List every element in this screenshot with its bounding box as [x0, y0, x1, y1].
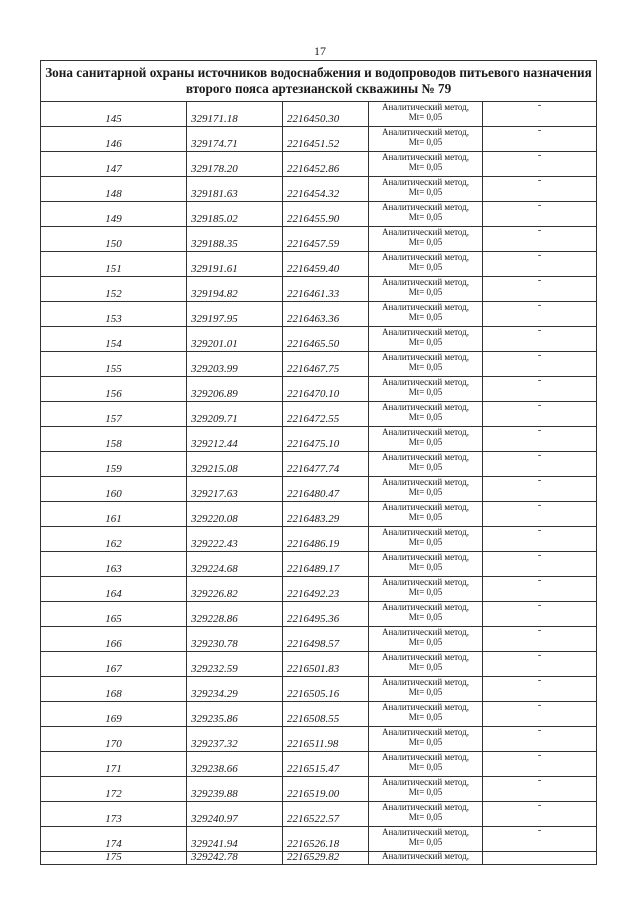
- coordinate-y: 2216515.47: [283, 752, 369, 777]
- method-label: Аналитический метод,: [381, 602, 470, 612]
- coordinate-y: 2216505.16: [283, 677, 369, 702]
- point-number: 155: [41, 352, 187, 377]
- method-accuracy: Mt= 0,05: [408, 612, 443, 622]
- coordinate-x: 329230.78: [187, 627, 283, 652]
- table-title: [41, 61, 597, 102]
- note-cell: -: [483, 602, 597, 627]
- table-title-line-2: второго пояса артезианской скважины № 79: [185, 81, 452, 96]
- method-accuracy: Mt= 0,05: [408, 412, 443, 422]
- note-cell: -: [483, 802, 597, 827]
- coordinate-y: 2216519.00: [283, 777, 369, 802]
- method-cell: [369, 552, 483, 577]
- coordinate-y: 2216492.23: [283, 577, 369, 602]
- coordinate-y: 2216526.18: [283, 827, 369, 852]
- note-cell: -: [483, 402, 597, 427]
- point-number: 174: [41, 827, 187, 852]
- method-label: Аналитический метод,: [381, 277, 470, 287]
- method-accuracy: Mt= 0,05: [408, 562, 443, 572]
- method-label: Аналитический метод,: [381, 452, 470, 462]
- coordinate-y: 2216522.57: [283, 802, 369, 827]
- note-cell: -: [483, 127, 597, 152]
- point-number: 148: [41, 177, 187, 202]
- coordinate-x: 329188.35: [187, 227, 283, 252]
- note-cell: -: [483, 702, 597, 727]
- coordinate-x: 329181.63: [187, 177, 283, 202]
- coordinate-y: 2216508.55: [283, 702, 369, 727]
- point-number: 156: [41, 377, 187, 402]
- method-cell: [369, 327, 483, 352]
- table-row: [41, 377, 597, 402]
- coordinate-y: 2216495.36: [283, 602, 369, 627]
- method-accuracy: Mt= 0,05: [408, 762, 443, 772]
- method-cell: [369, 277, 483, 302]
- note-cell: -: [483, 477, 597, 502]
- method-cell: [369, 652, 483, 677]
- method-label: Аналитический метод,: [381, 302, 470, 312]
- table-row: [41, 152, 597, 177]
- note-cell: -: [483, 277, 597, 302]
- note-cell: -: [483, 377, 597, 402]
- coordinate-x: 329185.02: [187, 202, 283, 227]
- method-label: Аналитический метод,: [381, 851, 470, 861]
- note-cell: -: [483, 827, 597, 852]
- point-number: 147: [41, 152, 187, 177]
- coordinate-y: 2216472.55: [283, 402, 369, 427]
- coordinate-y: 2216501.83: [283, 652, 369, 677]
- coordinate-y: 2216480.47: [283, 477, 369, 502]
- point-number: 171: [41, 752, 187, 777]
- method-accuracy: Mt= 0,05: [408, 237, 443, 247]
- method-cell: [369, 727, 483, 752]
- method-label: Аналитический метод,: [381, 577, 470, 587]
- point-number: 170: [41, 727, 187, 752]
- coordinate-x: 329222.43: [187, 527, 283, 552]
- method-accuracy: Mt= 0,05: [408, 512, 443, 522]
- method-accuracy: Mt= 0,05: [408, 362, 443, 372]
- coordinate-y: 2216470.10: [283, 377, 369, 402]
- table-row: [41, 727, 597, 752]
- method-cell: [369, 427, 483, 452]
- method-accuracy: Mt= 0,05: [408, 487, 443, 497]
- method-label: Аналитический метод,: [381, 827, 470, 837]
- coordinate-y: 2216457.59: [283, 227, 369, 252]
- coordinate-y: 2216511.98: [283, 727, 369, 752]
- method-cell: [369, 177, 483, 202]
- coordinate-x: 329217.63: [187, 477, 283, 502]
- point-number: 146: [41, 127, 187, 152]
- note-cell: -: [483, 427, 597, 452]
- point-number: 150: [41, 227, 187, 252]
- note-cell: -: [483, 327, 597, 352]
- method-label: Аналитический метод,: [381, 202, 470, 212]
- method-cell: [369, 827, 483, 852]
- method-accuracy: Mt= 0,05: [408, 687, 443, 697]
- note-cell: -: [483, 302, 597, 327]
- table-title-row: [41, 61, 597, 102]
- coordinate-y: 2216475.10: [283, 427, 369, 452]
- point-number: 162: [41, 527, 187, 552]
- coordinate-y: 2216455.90: [283, 202, 369, 227]
- method-cell: [369, 502, 483, 527]
- note-cell: -: [483, 227, 597, 252]
- method-label: Аналитический метод,: [381, 127, 470, 137]
- point-number: 161: [41, 502, 187, 527]
- note-cell: -: [483, 752, 597, 777]
- method-label: Аналитический метод,: [381, 177, 470, 187]
- point-number: 159: [41, 452, 187, 477]
- coordinate-x: 329215.08: [187, 452, 283, 477]
- table-row: [41, 502, 597, 527]
- method-label: Аналитический метод,: [381, 652, 470, 662]
- table-row: [41, 827, 597, 852]
- method-label: Аналитический метод,: [381, 102, 470, 112]
- coordinate-y: 2216451.52: [283, 127, 369, 152]
- method-label: Аналитический метод,: [381, 352, 470, 362]
- point-number: 157: [41, 402, 187, 427]
- table-row: [41, 677, 597, 702]
- method-label: Аналитический метод,: [381, 502, 470, 512]
- note-cell: -: [483, 352, 597, 377]
- method-cell: [369, 577, 483, 602]
- coordinate-x: 329238.66: [187, 752, 283, 777]
- method-accuracy: Mt= 0,05: [408, 587, 443, 597]
- note-cell: -: [483, 502, 597, 527]
- method-accuracy: Mt= 0,05: [408, 787, 443, 797]
- method-accuracy: Mt= 0,05: [408, 212, 443, 222]
- method-accuracy: Mt= 0,05: [408, 462, 443, 472]
- method-accuracy: Mt= 0,05: [408, 287, 443, 297]
- point-number: 163: [41, 552, 187, 577]
- method-cell: [369, 452, 483, 477]
- coordinate-x: 329241.94: [187, 827, 283, 852]
- coordinate-x: 329209.71: [187, 402, 283, 427]
- table-row: [41, 802, 597, 827]
- coordinate-y: 2216486.19: [283, 527, 369, 552]
- coordinate-x: 329237.32: [187, 727, 283, 752]
- method-accuracy: Mt= 0,05: [408, 337, 443, 347]
- method-cell: [369, 602, 483, 627]
- method-label: Аналитический метод,: [381, 327, 470, 337]
- method-label: Аналитический метод,: [381, 702, 470, 712]
- method-accuracy: Mt= 0,05: [408, 637, 443, 647]
- table-row: [41, 427, 597, 452]
- method-cell: [369, 852, 483, 865]
- point-number: 154: [41, 327, 187, 352]
- coordinate-x: 329171.18: [187, 102, 283, 127]
- note-cell: -: [483, 177, 597, 202]
- point-number: 165: [41, 602, 187, 627]
- table-row: [41, 777, 597, 802]
- method-cell: [369, 777, 483, 802]
- coordinate-x: 329239.88: [187, 777, 283, 802]
- coordinate-x: 329220.08: [187, 502, 283, 527]
- method-accuracy: Mt= 0,05: [408, 737, 443, 747]
- coordinate-x: 329235.86: [187, 702, 283, 727]
- note-cell: -: [483, 627, 597, 652]
- method-label: Аналитический метод,: [381, 727, 470, 737]
- table-row: [41, 402, 597, 427]
- method-label: Аналитический метод,: [381, 802, 470, 812]
- coordinate-x: 329224.68: [187, 552, 283, 577]
- point-number: 169: [41, 702, 187, 727]
- coordinate-y: 2216498.57: [283, 627, 369, 652]
- coordinate-x: 329201.01: [187, 327, 283, 352]
- note-cell: -: [483, 552, 597, 577]
- coordinate-x: 329228.86: [187, 602, 283, 627]
- table-row: [41, 602, 597, 627]
- coordinate-x: 329174.71: [187, 127, 283, 152]
- point-number: 152: [41, 277, 187, 302]
- method-cell: [369, 127, 483, 152]
- point-number: 168: [41, 677, 187, 702]
- table-row: [41, 652, 597, 677]
- method-label: Аналитический метод,: [381, 402, 470, 412]
- coordinate-x: 329226.82: [187, 577, 283, 602]
- method-accuracy: Mt= 0,05: [408, 187, 443, 197]
- table-row: [41, 552, 597, 577]
- coordinate-y: 2216483.29: [283, 502, 369, 527]
- table-row: [41, 577, 597, 602]
- table-row: [41, 227, 597, 252]
- method-cell: [369, 802, 483, 827]
- point-number: 166: [41, 627, 187, 652]
- table-row: [41, 752, 597, 777]
- table-row: [41, 277, 597, 302]
- method-accuracy: Mt= 0,05: [408, 812, 443, 822]
- method-label: Аналитический метод,: [381, 627, 470, 637]
- method-accuracy: Mt= 0,05: [408, 262, 443, 272]
- coordinate-y: 2216465.50: [283, 327, 369, 352]
- coordinate-y: 2216452.86: [283, 152, 369, 177]
- method-accuracy: Mt= 0,05: [408, 437, 443, 447]
- method-cell: [369, 252, 483, 277]
- method-label: Аналитический метод,: [381, 752, 470, 762]
- coordinates-table: [40, 60, 597, 865]
- table-row: [41, 477, 597, 502]
- note-cell: -: [483, 452, 597, 477]
- method-label: Аналитический метод,: [381, 252, 470, 262]
- point-number: 173: [41, 802, 187, 827]
- method-cell: [369, 677, 483, 702]
- method-accuracy: Mt= 0,05: [408, 162, 443, 172]
- coordinate-y: 2216454.32: [283, 177, 369, 202]
- table-row: [41, 202, 597, 227]
- table-row: [41, 702, 597, 727]
- note-cell: -: [483, 652, 597, 677]
- note-cell: -: [483, 102, 597, 127]
- coordinate-y: 2216450.30: [283, 102, 369, 127]
- method-accuracy: Mt= 0,05: [408, 662, 443, 672]
- point-number: 145: [41, 102, 187, 127]
- coordinate-x: 329197.95: [187, 302, 283, 327]
- method-accuracy: Mt= 0,05: [408, 712, 443, 722]
- table-row: [41, 627, 597, 652]
- method-cell: [369, 102, 483, 127]
- point-number: 153: [41, 302, 187, 327]
- method-cell: [369, 627, 483, 652]
- table-row: [41, 177, 597, 202]
- table-row: [41, 852, 597, 865]
- method-cell: [369, 377, 483, 402]
- method-label: Аналитический метод,: [381, 427, 470, 437]
- coordinate-x: 329178.20: [187, 152, 283, 177]
- note-cell: -: [483, 527, 597, 552]
- coordinate-y: 2216529.82: [283, 852, 369, 865]
- coordinate-y: 2216459.40: [283, 252, 369, 277]
- coordinate-x: 329240.97: [187, 802, 283, 827]
- method-accuracy: Mt= 0,05: [408, 387, 443, 397]
- method-cell: [369, 402, 483, 427]
- table-row: [41, 527, 597, 552]
- method-label: Аналитический метод,: [381, 377, 470, 387]
- point-number: 175: [41, 852, 187, 865]
- point-number: 164: [41, 577, 187, 602]
- method-label: Аналитический метод,: [381, 152, 470, 162]
- note-cell: -: [483, 577, 597, 602]
- method-cell: [369, 152, 483, 177]
- method-accuracy: Mt= 0,05: [408, 537, 443, 547]
- method-cell: [369, 477, 483, 502]
- method-label: Аналитический метод,: [381, 527, 470, 537]
- coordinate-x: 329206.89: [187, 377, 283, 402]
- method-cell: [369, 702, 483, 727]
- table-row: [41, 327, 597, 352]
- coordinate-y: 2216461.33: [283, 277, 369, 302]
- point-number: 149: [41, 202, 187, 227]
- note-cell: -: [483, 202, 597, 227]
- method-label: Аналитический метод,: [381, 677, 470, 687]
- coordinate-y: 2216477.74: [283, 452, 369, 477]
- point-number: 158: [41, 427, 187, 452]
- method-label: Аналитический метод,: [381, 477, 470, 487]
- note-cell: -: [483, 152, 597, 177]
- coordinate-x: 329242.78: [187, 852, 283, 865]
- note-cell: -: [483, 677, 597, 702]
- coordinate-x: 329234.29: [187, 677, 283, 702]
- method-cell: [369, 527, 483, 552]
- table-title-line-1: Зона санитарной охраны источников водоснабжения и водопроводов питьевого назначения: [45, 65, 592, 80]
- method-accuracy: Mt= 0,05: [408, 312, 443, 322]
- coordinate-x: 329191.61: [187, 252, 283, 277]
- method-label: Аналитический метод,: [381, 777, 470, 787]
- table-row: [41, 102, 597, 127]
- point-number: 151: [41, 252, 187, 277]
- point-number: 172: [41, 777, 187, 802]
- method-cell: [369, 752, 483, 777]
- coordinate-y: 2216463.36: [283, 302, 369, 327]
- point-number: 160: [41, 477, 187, 502]
- method-cell: [369, 202, 483, 227]
- method-cell: [369, 302, 483, 327]
- page-number: 17: [314, 44, 326, 58]
- method-cell: [369, 352, 483, 377]
- point-number: 167: [41, 652, 187, 677]
- table-row: [41, 352, 597, 377]
- coordinate-y: 2216489.17: [283, 552, 369, 577]
- coordinate-y: 2216467.75: [283, 352, 369, 377]
- coordinate-x: 329232.59: [187, 652, 283, 677]
- method-accuracy: Mt= 0,05: [408, 837, 443, 847]
- method-label: Аналитический метод,: [381, 227, 470, 237]
- table-row: [41, 252, 597, 277]
- table-row: [41, 127, 597, 152]
- note-cell: [483, 852, 597, 865]
- coordinate-x: 329212.44: [187, 427, 283, 452]
- note-cell: -: [483, 777, 597, 802]
- table-row: [41, 452, 597, 477]
- coordinate-x: 329203.99: [187, 352, 283, 377]
- method-label: Аналитический метод,: [381, 552, 470, 562]
- note-cell: -: [483, 727, 597, 752]
- note-cell: -: [483, 252, 597, 277]
- method-accuracy: Mt= 0,05: [408, 112, 443, 122]
- method-cell: [369, 227, 483, 252]
- method-accuracy: Mt= 0,05: [408, 137, 443, 147]
- coordinate-x: 329194.82: [187, 277, 283, 302]
- table-row: [41, 302, 597, 327]
